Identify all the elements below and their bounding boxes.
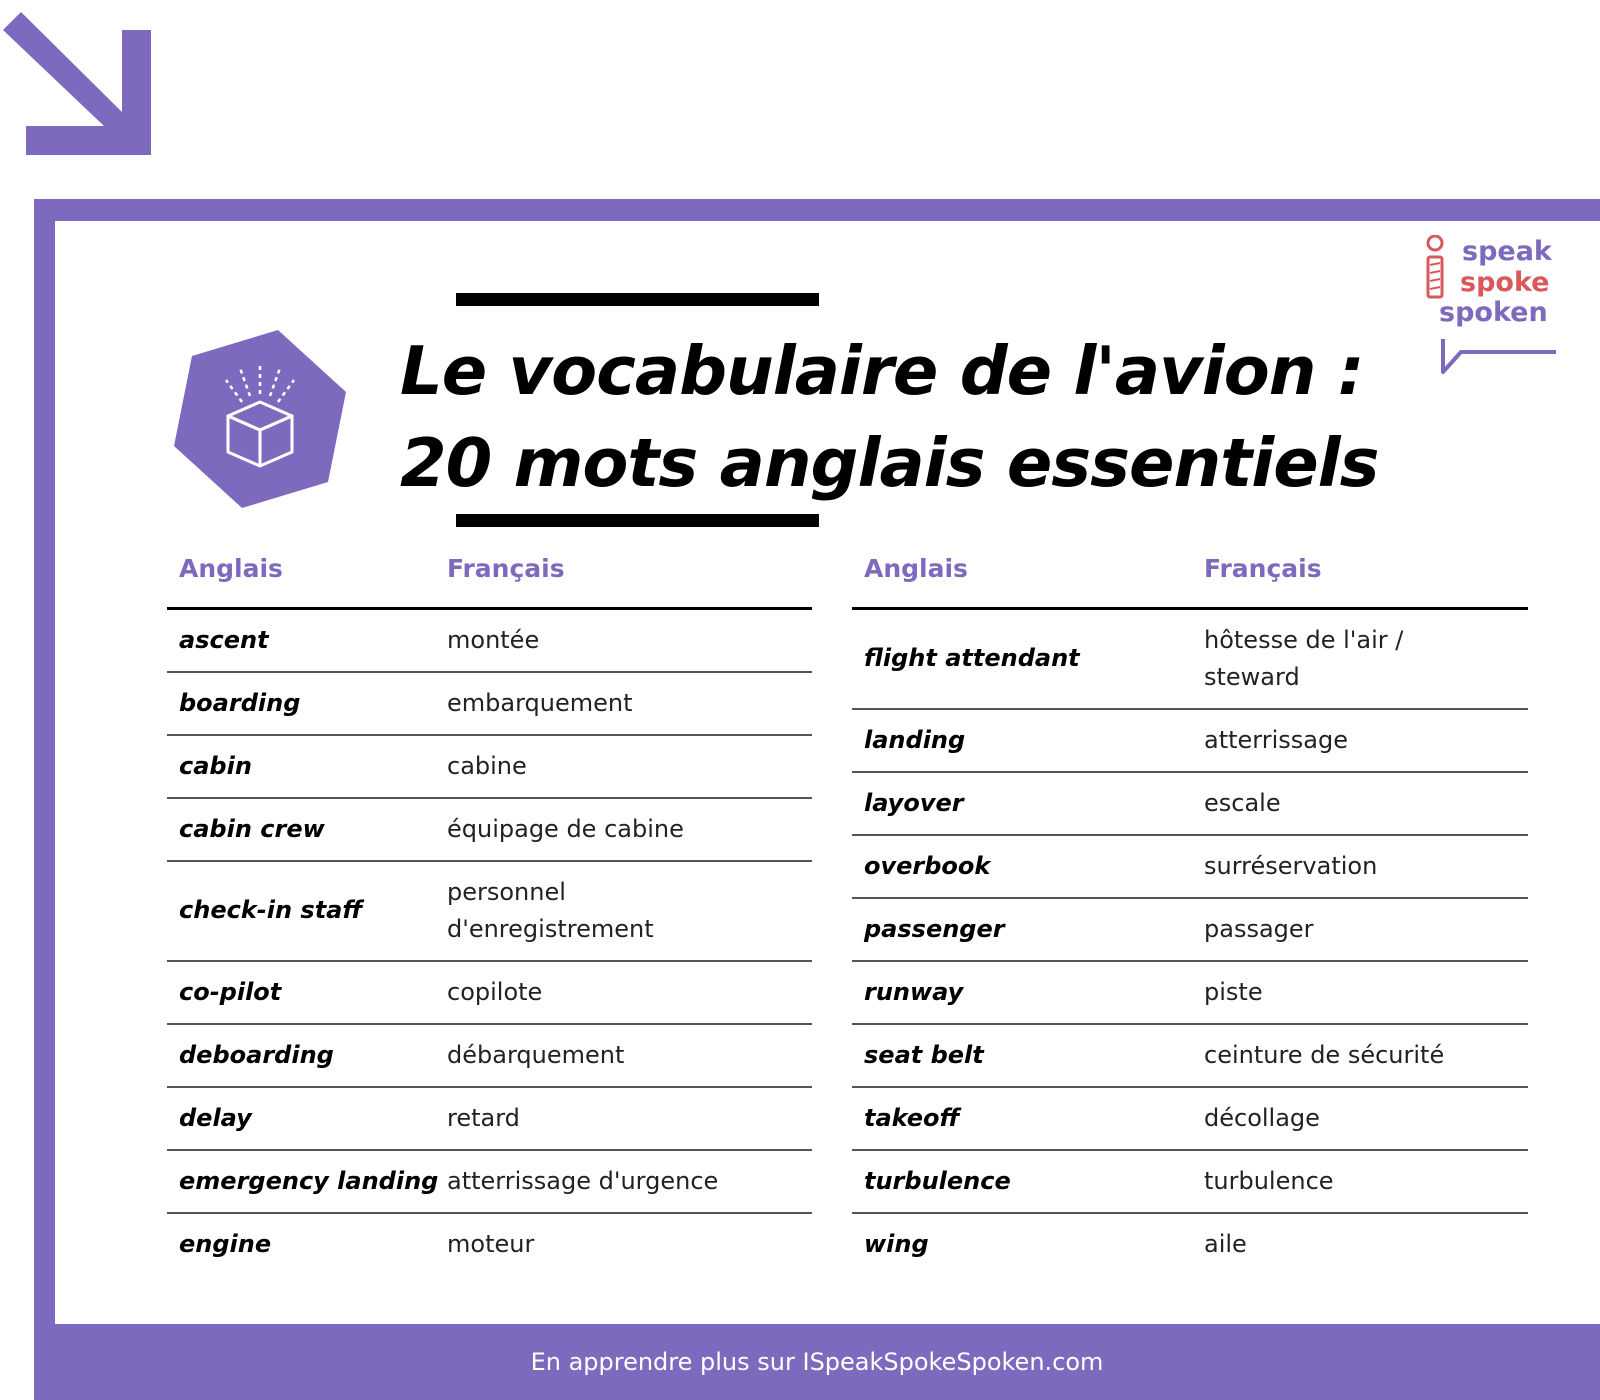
column-header-french: Français: [1204, 550, 1528, 608]
french-word: ceinture de sécurité: [1204, 1024, 1528, 1087]
english-word: co-pilot: [167, 961, 447, 1024]
english-word: check-in staff: [167, 861, 447, 961]
french-word: moteur: [447, 1229, 535, 1258]
table-row: [852, 898, 1528, 961]
table-header-row: [852, 550, 1528, 608]
table-row: [167, 608, 812, 672]
english-word: wing: [864, 1229, 929, 1258]
english-word: flight attendant: [852, 608, 1204, 709]
french-word: personnel d'enregistrement: [447, 861, 812, 961]
english-word: overbook: [852, 835, 1204, 898]
english-word: ascent: [167, 608, 447, 672]
table-row: [852, 1150, 1528, 1213]
english-word: landing: [852, 709, 1204, 772]
french-word: atterrissage d'urgence: [447, 1150, 812, 1213]
table-row: [167, 735, 812, 798]
table-row: [167, 798, 812, 861]
french-word: piste: [1204, 961, 1528, 1024]
french-word: copilote: [447, 961, 812, 1024]
french-word: passager: [1204, 898, 1528, 961]
logo-word-spoken: spoken: [1439, 297, 1548, 328]
title-rule-bottom: [456, 514, 819, 527]
table-row: [852, 1087, 1528, 1150]
english-word: layover: [852, 772, 1204, 835]
column-header-french: Français: [447, 550, 812, 608]
french-word: équipage de cabine: [447, 798, 812, 861]
french-word: retard: [447, 1087, 812, 1150]
french-word: turbulence: [1204, 1150, 1528, 1213]
english-word: emergency landing: [167, 1150, 447, 1213]
footer-link[interactable]: En apprendre plus sur ISpeakSpokeSpoken.com: [530, 1348, 1104, 1376]
french-word: cabine: [447, 735, 812, 798]
logo-word-speak: speak: [1462, 236, 1552, 267]
vocab-table-left: [167, 550, 812, 1275]
vocab-table-right: [852, 550, 1528, 1275]
table-row: [852, 961, 1528, 1024]
french-word: embarquement: [447, 672, 812, 735]
table-header-row: [167, 550, 812, 608]
english-word: boarding: [167, 672, 447, 735]
english-word: seat belt: [852, 1024, 1204, 1087]
arrow-down-right-icon: [0, 0, 160, 160]
table-row: [167, 672, 812, 735]
french-word: hôtesse de l'air / steward: [1204, 608, 1528, 709]
table-row: [167, 1087, 812, 1150]
column-header-english: Anglais: [852, 550, 1204, 608]
french-word: décollage: [1204, 1087, 1528, 1150]
table-row: [852, 1024, 1528, 1087]
logo-word-spoke: spoke: [1460, 267, 1550, 298]
english-word: passenger: [852, 898, 1204, 961]
table-row: [852, 608, 1528, 709]
french-word: aile: [1204, 1229, 1247, 1258]
table-row: [852, 835, 1528, 898]
english-word: cabin: [167, 735, 447, 798]
english-word: runway: [852, 961, 1204, 1024]
french-word: escale: [1204, 772, 1528, 835]
title-rule-top: [456, 293, 819, 306]
table-row: [852, 709, 1528, 772]
english-word: delay: [167, 1087, 447, 1150]
english-word: turbulence: [852, 1150, 1204, 1213]
table-row: [852, 1213, 1528, 1275]
french-word: débarquement: [447, 1024, 812, 1087]
title-line-1: Le vocabulaire de l'avion :: [400, 332, 1364, 410]
column-header-english: Anglais: [167, 550, 447, 608]
table-row: [167, 1024, 812, 1087]
english-word: takeoff: [852, 1087, 1204, 1150]
open-box-icon: [170, 328, 350, 510]
english-word: deboarding: [167, 1024, 447, 1087]
page-title: [400, 325, 1460, 509]
table-row: [852, 772, 1528, 835]
french-word: surréservation: [1204, 835, 1528, 898]
french-word: atterrissage: [1204, 709, 1528, 772]
table-row: [167, 1150, 812, 1213]
table-row: [167, 961, 812, 1024]
english-word: engine: [179, 1229, 272, 1258]
table-row: [167, 861, 812, 961]
english-word: cabin crew: [167, 798, 447, 861]
french-word: montée: [447, 608, 812, 672]
title-line-2: 20 mots anglais essentiels: [400, 424, 1379, 502]
table-row: [167, 1213, 812, 1275]
